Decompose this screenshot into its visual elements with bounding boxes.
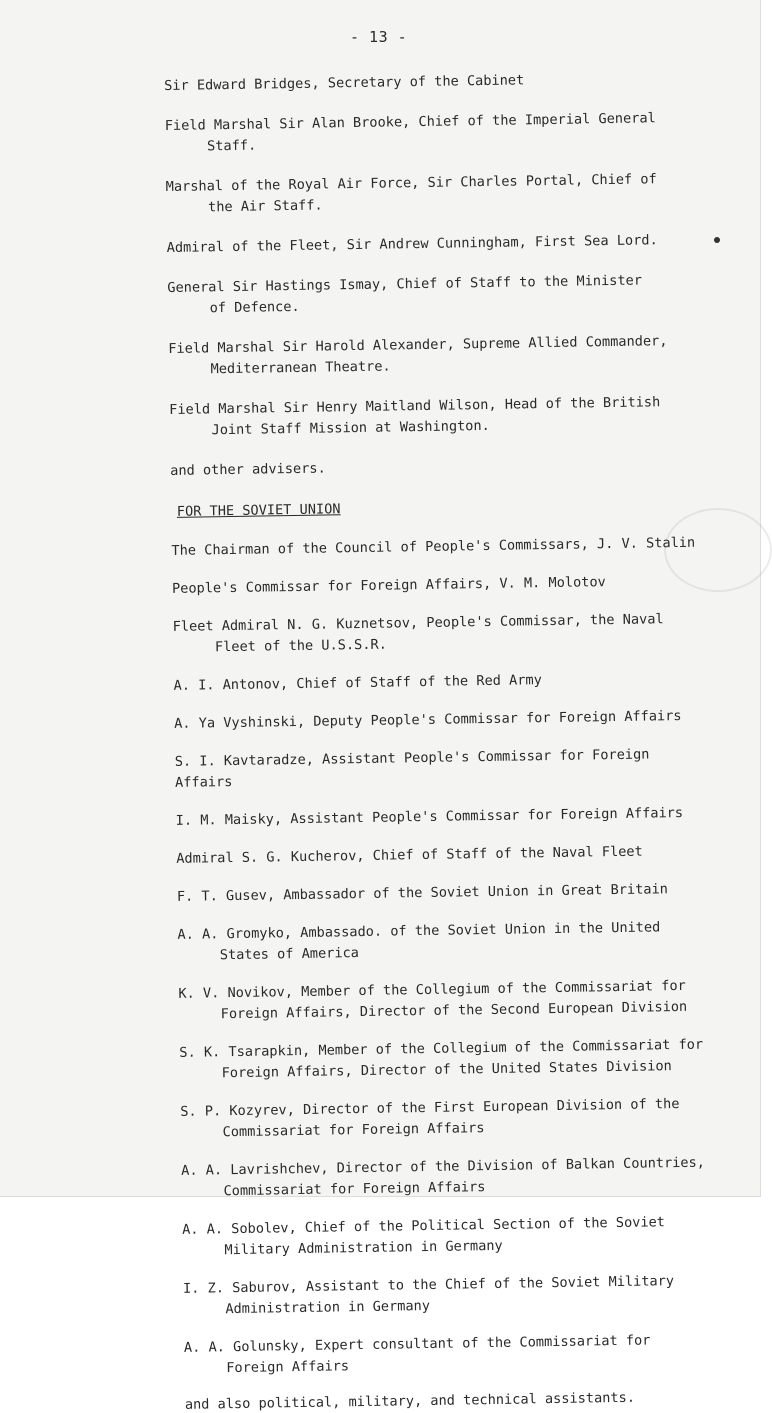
list-entry [175, 743, 716, 793]
entry-line: A. A. Golunsky, Expert consultant of the Commissariat for [183, 1332, 651, 1356]
soviet-delegation [171, 532, 724, 1379]
list-entry [174, 705, 714, 734]
entry-line: A. I. Antonov, Chief of Staff of the Red Army [173, 672, 542, 694]
entry-continuation: Joint Staff Mission at Washington. [211, 417, 490, 439]
entry-continuation: the Air Staff. [207, 197, 323, 216]
entry-continuation: Mediterranean Theatre. [210, 358, 391, 378]
list-entry [164, 68, 704, 97]
entry-line: Sir Edward Bridges, Secretary of the Cabinet [164, 72, 525, 94]
entry-line: Admiral of the Fleet, Sir Andrew Cunningham, First Sea Lord. [166, 232, 658, 256]
entry-line: K. V. Novikov, Member of the Collegium of the Commissariat for [178, 977, 686, 1002]
entry-line: The Chairman of the Council of People's Commissars, J. V. Stalin [171, 534, 696, 559]
entry-line: People's Commissar for Foreign Affairs, V. M. Molotov [171, 574, 606, 597]
entry-line: Field Marshal Sir Harold Alexander, Supreme Allied Commander, [168, 333, 668, 357]
entry-continuation: States of America [219, 945, 360, 964]
list-entry [166, 169, 707, 219]
entry-line: S. P. Kozyrev, Director of the First European Division of the [180, 1096, 680, 1120]
entry-line: A. A. Sobolev, Chief of the Political Section of the Soviet [182, 1214, 666, 1238]
entry-continuation: Foreign Affairs [226, 1358, 350, 1377]
list-entry [176, 802, 716, 831]
entry-line: Fleet Admiral N. G. Kuznetsov, People's Commissar, the Naval [172, 611, 664, 635]
entry-continuation: Commissariat for Foreign Affairs [222, 1120, 485, 1141]
entry-line: S. I. Kavtaradze, Assistant People's Commissar for Foreign Affairs [174, 746, 650, 791]
page-number: - 13 - [350, 28, 408, 46]
list-entry [168, 330, 709, 380]
british-delegation [164, 68, 710, 482]
list-entry [184, 1329, 725, 1379]
entry-line: Field Marshal Sir Henry Maitland Wilson, Head of the British [169, 394, 661, 418]
entry-line: I. M. Maisky, Assistant People's Commissar for Foreign Affairs [175, 804, 684, 829]
list-entry [170, 452, 710, 481]
list-entry [173, 667, 713, 696]
entry-line: S. K. Tsarapkin, Member of the Collegium of the Commissariat for [179, 1036, 704, 1061]
list-entry [178, 975, 719, 1025]
entry-line: Admiral S. G. Kucherov, Chief of Staff of the Naval Fleet [176, 843, 643, 867]
entry-line: A. A. Gromyko, Ambassado. of the Soviet Union in the United [177, 919, 661, 943]
entry-line: A. Ya Vyshinski, Deputy People's Commissar for Foreign Affairs [174, 707, 682, 732]
entry-continuation: Military Administration in Germany [224, 1237, 503, 1259]
list-entry [171, 532, 711, 561]
entry-continuation: Staff. [206, 137, 257, 155]
list-entry [183, 1270, 724, 1320]
list-entry [180, 1093, 721, 1143]
attendee-list [164, 68, 725, 1413]
entry-line: and other advisers. [170, 460, 326, 479]
list-entry [167, 229, 707, 258]
entry-line: I. Z. Saburov, Assistant to the Chief of the Soviet Military [182, 1273, 675, 1297]
list-entry [176, 840, 716, 869]
list-entry [172, 608, 713, 658]
entry-continuation: Foreign Affairs, Director of the United States Division [221, 1058, 672, 1082]
entry-continuation: Fleet of the U.S.S.R. [214, 636, 387, 656]
entry-line: General Sir Hastings Ismay, Chief of Staff to the Minister [167, 272, 643, 296]
entry-line: Field Marshal Sir Alan Brooke, Chief of the Imperial General [164, 110, 656, 134]
list-entry [177, 916, 718, 966]
entry-continuation: of Defence. [209, 298, 300, 317]
list-entry [179, 1034, 720, 1084]
soviet-heading: FOR THE SOVIET UNION [176, 501, 341, 520]
closing-line: and also political, military, and technical assistants. [184, 1389, 636, 1413]
list-entry [165, 108, 706, 158]
list-entry [172, 570, 712, 599]
entry-line: F. T. Gusev, Ambassador of the Soviet Union in Great Britain [176, 881, 669, 905]
list-entry [177, 878, 717, 907]
entry-continuation: Foreign Affairs, Director of the Second European Division [220, 998, 688, 1023]
ink-mark [714, 237, 720, 243]
entry-continuation: Commissariat for Foreign Affairs [223, 1179, 486, 1200]
list-entry [182, 1211, 723, 1261]
list-entry [169, 391, 710, 441]
list-entry [167, 269, 708, 319]
list-entry [181, 1152, 722, 1202]
entry-continuation: Administration in Germany [225, 1297, 431, 1318]
entry-line: Marshal of the Royal Air Force, Sir Charles Portal, Chief of [165, 171, 657, 195]
entry-line: A. A. Lavrishchev, Director of the Division of Balkan Countries, [181, 1154, 706, 1179]
